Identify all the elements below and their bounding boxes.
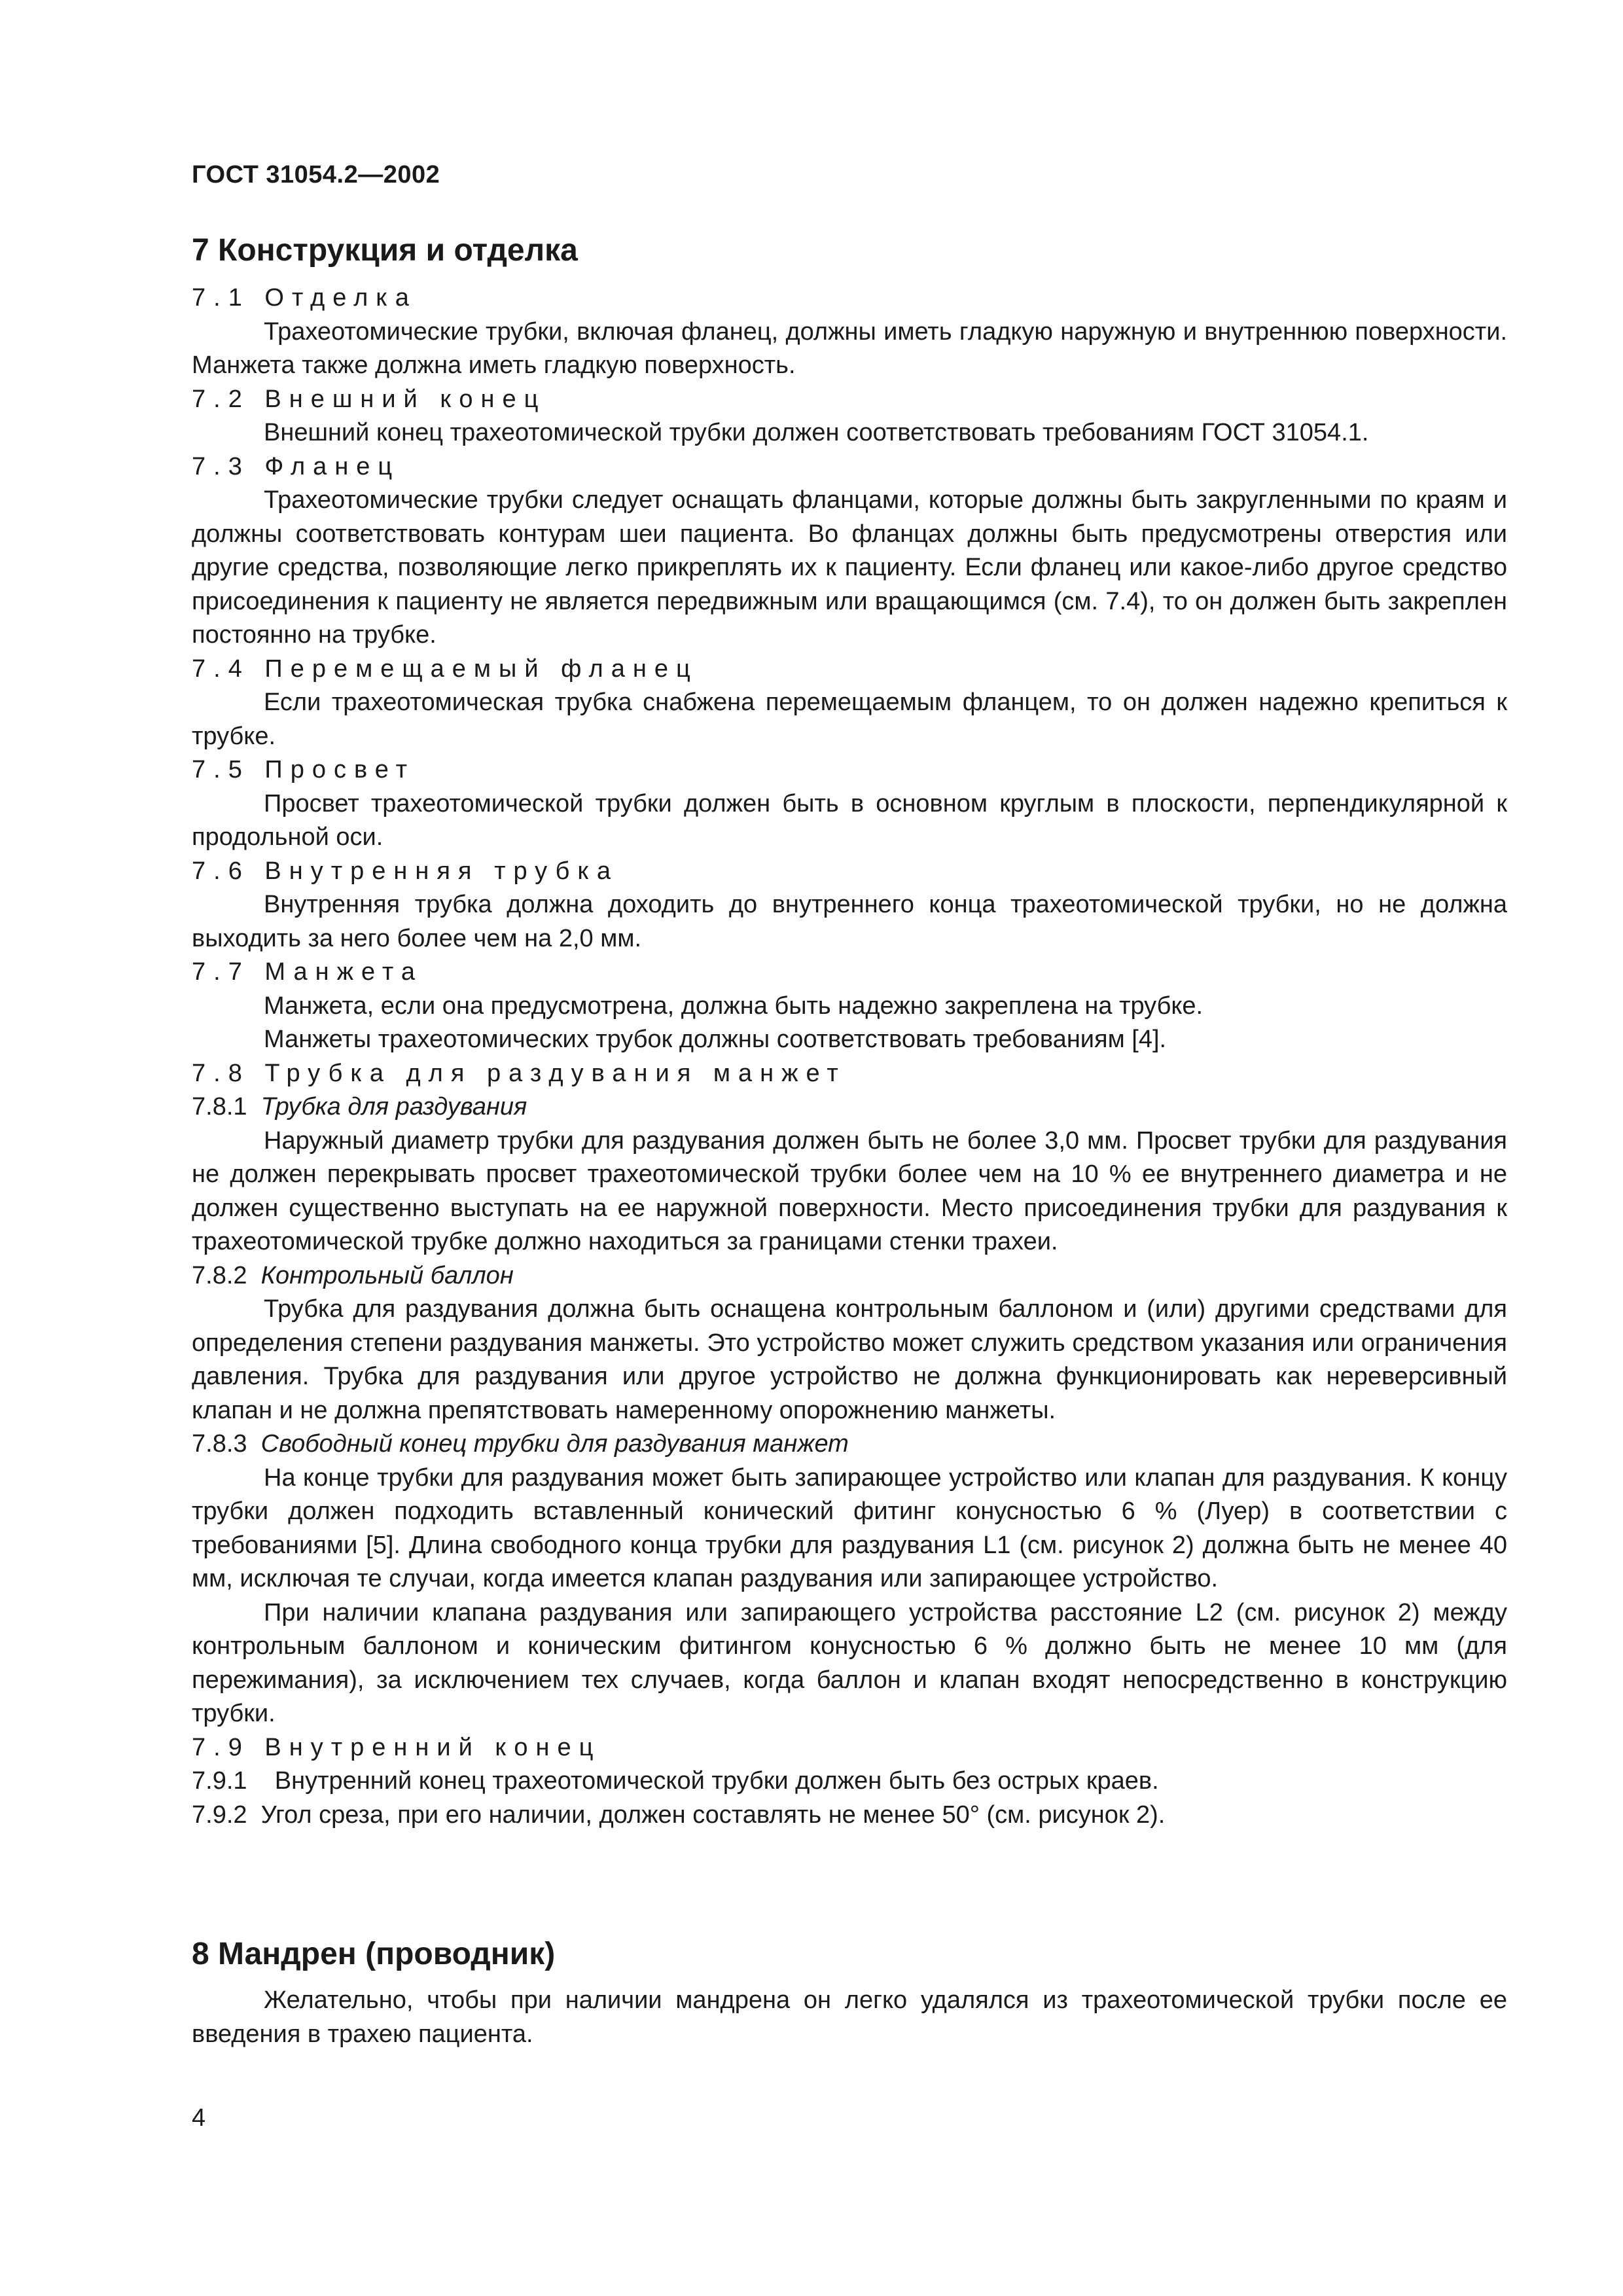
clause-7-8-3-number: 7.8.3 xyxy=(192,1430,247,1458)
document-id-header: ГОСТ 31054.2—2002 xyxy=(192,161,440,188)
subsection-7-6-text: Внутренняя трубка должна доходить до внутреннего конца трахеотомической трубки, но не должна выходить за него более чем на 2,0 мм. xyxy=(192,891,1507,952)
subsection-7-4-text: Если трахеотомическая трубка снабжена перемещаемым фланцем, то он должен надежно крепиться к трубке. xyxy=(192,689,1507,750)
subsection-7-6-title: 7.6 Внутренняя трубка xyxy=(192,857,618,885)
clause-7-8-1-text: Наружный диаметр трубки для раздувания должен быть не более 3,0 мм. Просвет трубки для раздувания не должен перекрывать просвет трахеотомической трубки более чем на 10 % ее внутреннего диаметра и не должен существенно выступать на ее наружной поверхности. Место присоединения трубки для раздувания к трахеотомической трубке должно находиться за границами стенки трахеи. xyxy=(192,1126,1507,1255)
subsection-7-7-title: 7.7 Манжета xyxy=(192,958,423,986)
clause-7-8-1-title: Трубка для раздувания xyxy=(260,1093,527,1121)
clause-7-8-3-text-2: При наличии клапана раздувания или запирающего устройства расстояние L2 (см. рисунок 2) между контрольным баллоном и коническим фитингом конусностью 6 % должно быть не менее 10 мм (для пережимания), за исключением тех случаев, когда баллон и клапан входят непосредственно в конструкцию трубки. xyxy=(192,1598,1507,1727)
section-8-block xyxy=(192,1934,1507,2051)
section-8-text: Желательно, чтобы при наличии мандрена он легко удалялся из трахеотомической трубки после ее введения в трахею пациента. xyxy=(192,1986,1507,2048)
subsection-7-8-title: 7.8 Трубка для раздувания манжет xyxy=(192,1059,846,1087)
subsection-7-3-title: 7.3 Фланец xyxy=(192,452,401,480)
subsection-7-5-text: Просвет трахеотомической трубки должен быть в основном круглым в плоскости, перпендикулярной к продольной оси. xyxy=(192,789,1507,851)
subsection-7-4-title: 7.4 Перемещаемый фланец xyxy=(192,655,698,683)
subsection-7-1-title: 7.1 Отделка xyxy=(192,284,417,312)
section-7-body xyxy=(192,281,1507,1832)
clause-7-8-2-title: Контрольный баллон xyxy=(260,1261,514,1289)
subsection-7-9-title: 7.9 Внутренний конец xyxy=(192,1733,601,1761)
subsection-7-1-text: Трахеотомические трубки, включая фланец, должны иметь гладкую наружную и внутреннюю поверхности. Манжета также должна иметь гладкую поверхность. xyxy=(192,317,1507,379)
section-7-title: 7 Конструкция и отделка xyxy=(192,233,578,268)
subsection-7-2-title: 7.2 Внешний конец xyxy=(192,385,546,413)
subsection-7-2-text: Внешний конец трахеотомической трубки должен соответствовать требованиям ГОСТ 31054.1. xyxy=(264,419,1369,446)
clause-7-9-2: 7.9.2 Угол среза, при его наличии, должен составлять не менее 50° (см. рисунок 2). xyxy=(192,1801,1166,1829)
section-8-title: 8 Мандрен (проводник) xyxy=(192,1937,556,1971)
subsection-7-5-title: 7.5 Просвет xyxy=(192,756,415,783)
subsection-7-3-text: Трахеотомические трубки следует оснащать фланцами, которые должны быть закругленными по краям и должны соответствовать контурам шеи пациента. Во фланцах должны быть предусмотрены отверстия или другие средства, позволяющие легко прикреплять их к пациенту. Если фланец или какое-либо другое средство присоединения к пациенту не является передвижным или вращающимся (см. 7.4), то он должен быть закреплен постоянно на трубке. xyxy=(192,486,1507,649)
clause-7-8-2-text: Трубка для раздувания должна быть оснащена контрольным баллоном и (или) другими средствами для определения степени раздувания манжеты. Это устройство может служить средством указания или ограничения давления. Трубка для раздувания или другое устройство не должна функционировать как нереверсивный клапан и не должна препятствовать намеренному опорожнению манжеты. xyxy=(192,1295,1507,1424)
clause-7-9-1: 7.9.1 Внутренний конец трахеотомической трубки должен быть без острых краев. xyxy=(192,1767,1159,1795)
clause-7-8-3-title: Свободный конец трубки для раздувания манжет xyxy=(260,1430,849,1458)
clause-7-8-1-heading xyxy=(192,1090,1507,1124)
clause-7-8-1-number: 7.8.1 xyxy=(192,1093,247,1121)
subsection-7-7-text-2: Манжеты трахеотомических трубок должны соответствовать требованиям [4]. xyxy=(264,1026,1167,1053)
section-7-title-block xyxy=(192,230,1507,271)
subsection-7-7-text-1: Манжета, если она предусмотрена, должна быть надежно закреплена на трубке. xyxy=(264,992,1204,1020)
clause-7-8-3-text-1: На конце трубки для раздувания может быть запирающее устройство или клапан для раздувания. К концу трубки должен подходить вставленный конический фитинг конусностью 6 % (Луер) в соответствии с требованиями [5]. Длина свободного конца трубки для раздувания L1 (см. рисунок 2) должна быть не менее 40 мм, исключая те случаи, когда имеется клапан раздувания или запирающее устройство. xyxy=(192,1463,1507,1592)
page-number: 4 xyxy=(192,2104,206,2132)
clause-7-8-2-number: 7.8.2 xyxy=(192,1261,247,1289)
clause-7-8-2-heading xyxy=(192,1259,1507,1293)
clause-7-8-3-heading xyxy=(192,1427,1507,1462)
